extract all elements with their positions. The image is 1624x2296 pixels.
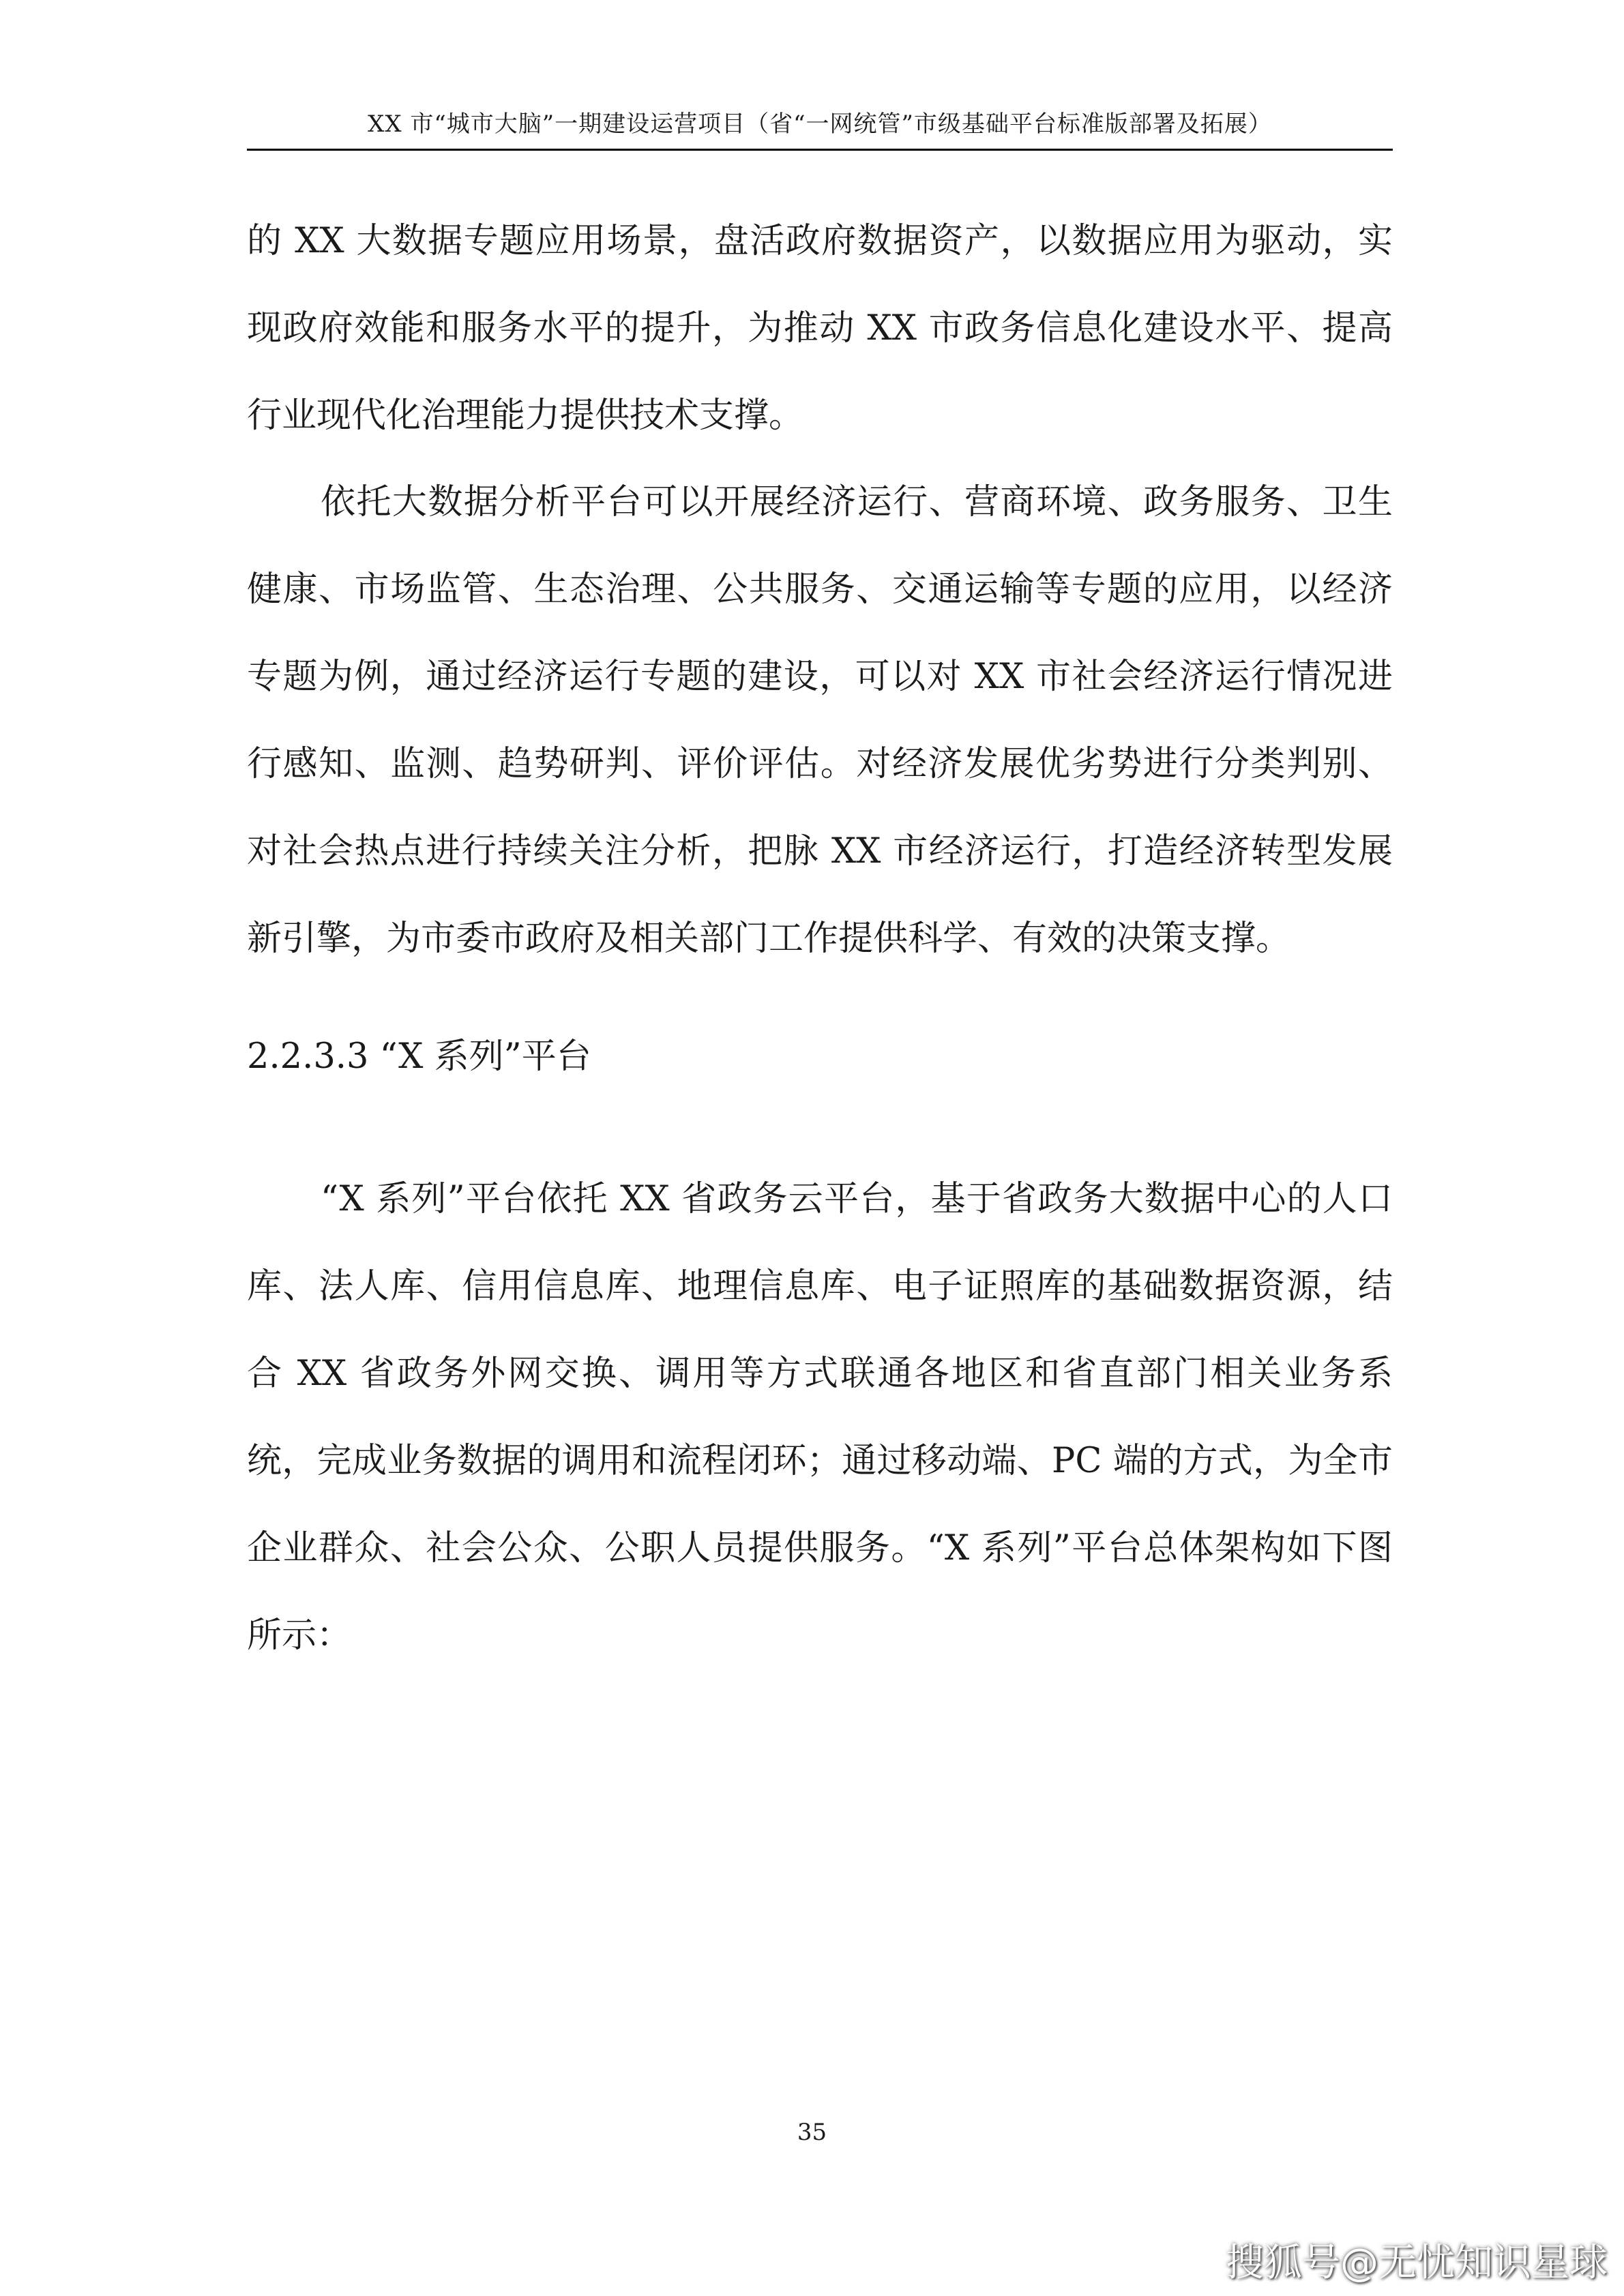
paragraph-block-3 xyxy=(247,1156,1393,1680)
header-divider xyxy=(247,149,1393,151)
paragraph-continued: 的 XX 大数据专题应用场景，盘活政府数据资产，以数据应用为驱动，实现政府效能和服务水平的提升，为推动 XX 市政务信息化建设水平、提高行业现代化治理能力提供技术支撑。 xyxy=(247,221,1393,436)
page-number: 35 xyxy=(797,2119,827,2146)
paragraph-x-series-platform: “X 系列”平台依托 XX 省政务云平台，基于省政务大数据中心的人口库、法人库、信用信息库、地理信息库、电子证照库的基础数据资源，结合 XX 省政务外网交换、调用等方式联通各地区和省直部门相关业务系统，完成业务数据的调用和流程闭环；通过移动端、PC 端的方式，为全市企业群众、社会公众、公职人员提供服务。“X 系列”平台总体架构如下图所示： xyxy=(247,1179,1393,1656)
source-watermark: 搜狐号@无忧知识星球 xyxy=(1226,2241,1608,2285)
paragraph-economic-topic: 依托大数据分析平台可以开展经济运行、营商环境、政务服务、卫生健康、市场监管、生态治理、公共服务、交通运输等专题的应用，以经济专题为例，通过经济运行专题的建设，可以对 XX 市社会经济运行情况进行感知、监测、趋势研判、评价评估。对经济发展优劣势进行分类判别、对社会热点进行持续关注分析，把脉 XX 市经济运行，打造经济转型发展新引擎，为市委市政府及相关部门工作提供科学、有效的决策支撑。 xyxy=(247,482,1393,959)
paragraph-block-1 xyxy=(247,198,1393,460)
page-header-title: XX 市“城市大脑”一期建设运营项目（省“一网统管”市级基础平台标准版部署及拓展） xyxy=(368,110,1272,138)
paragraph-block-2 xyxy=(247,459,1393,983)
section-heading: 2.2.3.3 “X 系列”平台 xyxy=(247,1037,591,1077)
